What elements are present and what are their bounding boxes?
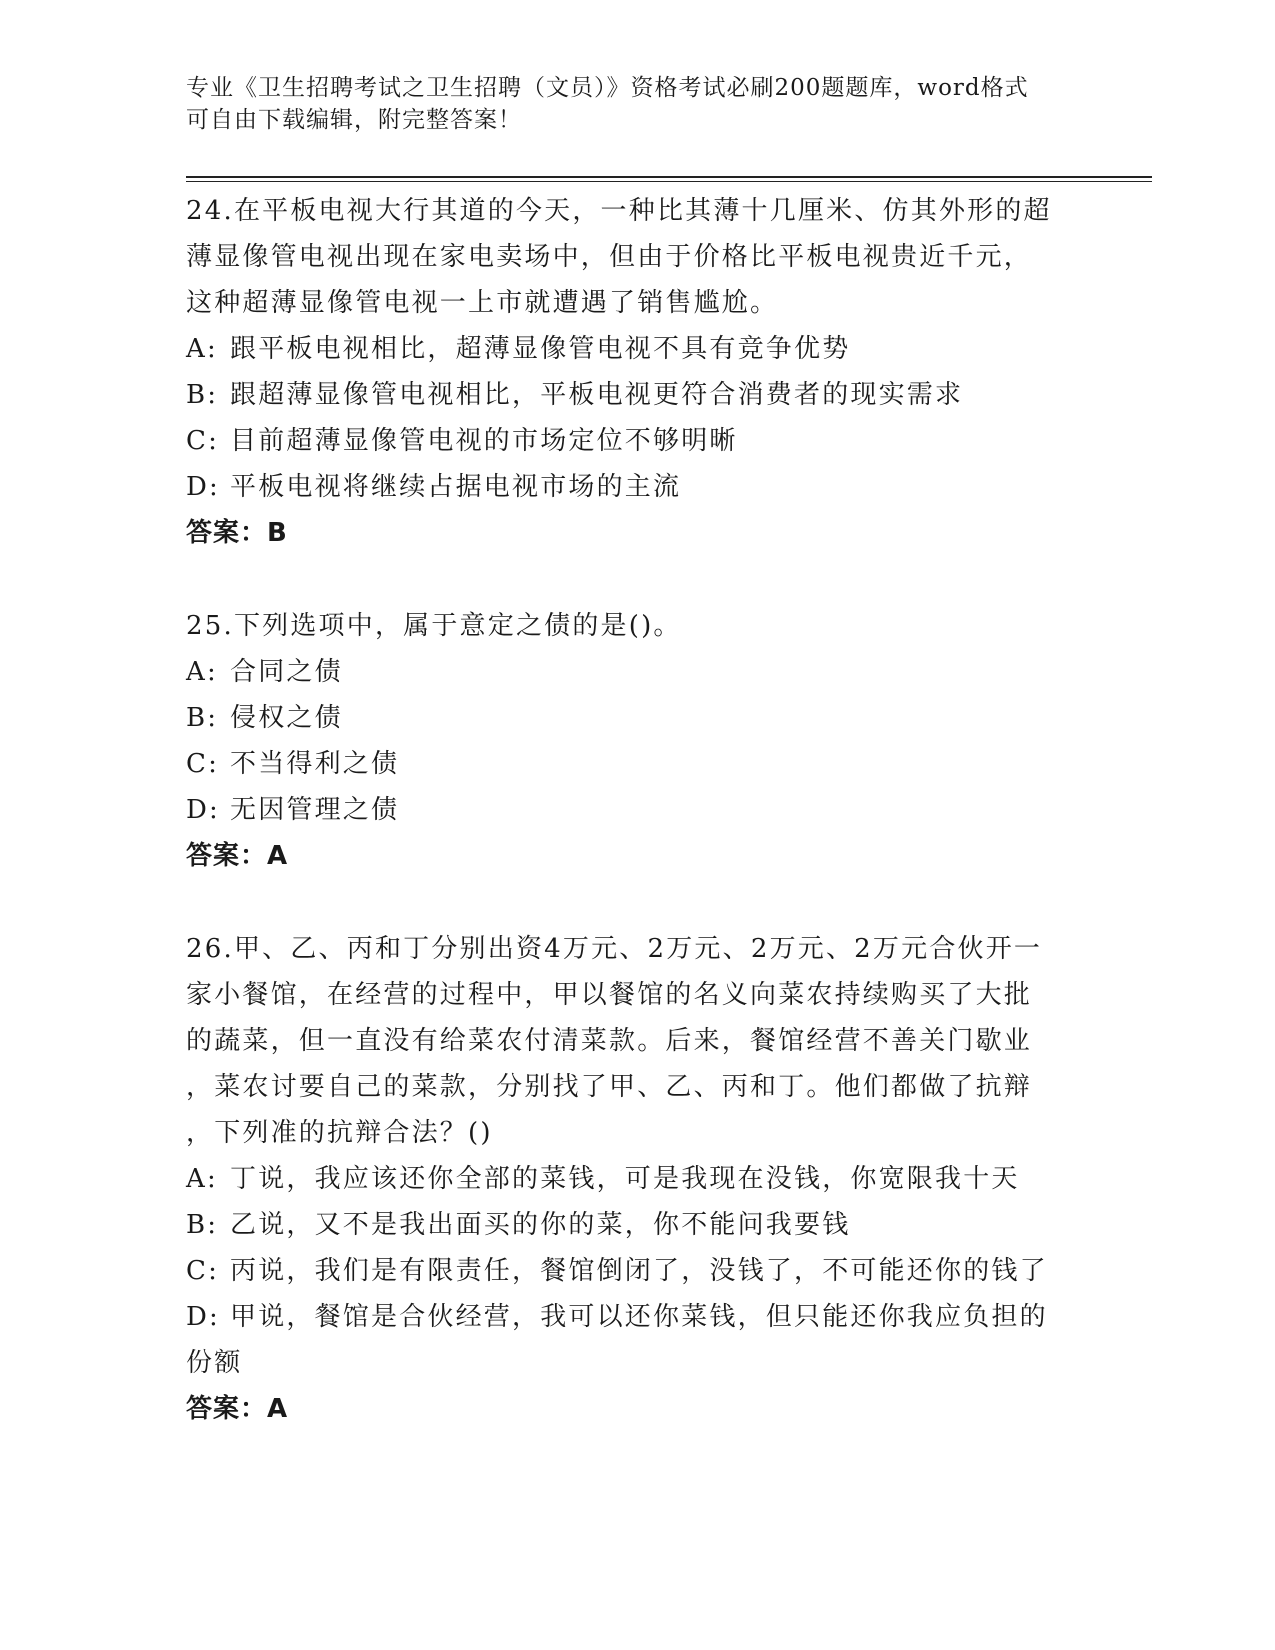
- option-b: [186, 372, 1086, 418]
- option-text: 甲说，餐馆是合伙经营，我可以还你菜钱，但只能还你我应负担的: [230, 1302, 1048, 1332]
- option-c: [186, 418, 1086, 464]
- option-letter: A:: [186, 657, 218, 687]
- option-text: 跟超薄显像管电视相比，平板电视更符合消费者的现实需求: [230, 380, 964, 410]
- stem-line: 26.甲、乙、丙和丁分别出资4万元、2万元、2万元、2万元合伙开一: [186, 934, 1043, 964]
- header-line-1: 专业《卫生招聘考试之卫生招聘（文员）》资格考试必刷200题题库，word格式: [186, 75, 1029, 101]
- option-text: 份额: [186, 1348, 243, 1378]
- option-letter: B:: [186, 1210, 219, 1240]
- stem-line: 这种超薄显像管电视一上市就遭遇了销售尴尬。: [186, 288, 779, 318]
- option-text: 侵权之债: [230, 703, 343, 733]
- option-letter: C:: [186, 749, 220, 779]
- option-letter: B:: [186, 703, 219, 733]
- question-24: [186, 188, 1086, 556]
- option-letter: A:: [186, 1164, 218, 1194]
- option-text: 合同之债: [230, 657, 343, 687]
- option-d: [186, 464, 1086, 510]
- option-letter: D:: [186, 1302, 221, 1332]
- option-letter: C:: [186, 426, 220, 456]
- stem-line: 的蔬菜，但一直没有给菜农付清菜款。后来，餐馆经营不善关门歇业: [186, 1026, 1033, 1056]
- option-d-continuation: [186, 1340, 1086, 1386]
- option-letter: D:: [186, 795, 221, 825]
- option-letter: A:: [186, 334, 218, 364]
- option-text: 不当得利之债: [230, 749, 400, 779]
- option-text: 乙说，又不是我出面买的你的菜，你不能问我要钱: [230, 1210, 851, 1240]
- option-text: 丙说，我们是有限责任，餐馆倒闭了，没钱了，不可能还你的钱了: [230, 1256, 1048, 1286]
- spacer: [186, 879, 1086, 926]
- option-text: 无因管理之债: [230, 795, 400, 825]
- option-c: [186, 741, 1086, 787]
- document-header: [186, 72, 1086, 136]
- stem-line: ，下列准的抗辩合法？(): [186, 1118, 493, 1148]
- option-letter: D:: [186, 472, 221, 502]
- option-letter: C:: [186, 1256, 220, 1286]
- question-stem: [186, 926, 1086, 1156]
- option-a: [186, 1156, 1086, 1202]
- option-a: [186, 326, 1086, 372]
- question-stem: [186, 188, 1086, 326]
- option-d: [186, 1294, 1086, 1340]
- question-26: [186, 926, 1086, 1432]
- question-25: [186, 603, 1086, 879]
- header-divider: [186, 176, 1152, 182]
- question-list: [186, 188, 1086, 1432]
- option-text: 丁说，我应该还你全部的菜钱，可是我现在没钱，你宽限我十天: [230, 1164, 1020, 1194]
- option-a: [186, 649, 1086, 695]
- question-stem: [186, 603, 1086, 649]
- stem-line: 24.在平板电视大行其道的今天，一种比其薄十几厘米、仿其外形的超: [186, 196, 1052, 226]
- stem-line: 25.下列选项中，属于意定之债的是()。: [186, 611, 682, 641]
- answer-label: 答案：B: [186, 518, 288, 548]
- option-b: [186, 695, 1086, 741]
- spacer: [186, 556, 1086, 603]
- option-letter: B:: [186, 380, 219, 410]
- header-line-2: 可自由下载编辑，附完整答案！: [186, 107, 522, 133]
- option-d: [186, 787, 1086, 833]
- option-text: 目前超薄显像管电视的市场定位不够明晰: [230, 426, 738, 456]
- answer-label: 答案：A: [186, 1394, 289, 1424]
- answer-label: 答案：A: [186, 841, 289, 871]
- option-c: [186, 1248, 1086, 1294]
- option-b: [186, 1202, 1086, 1248]
- stem-line: ，菜农讨要自己的菜款，分别找了甲、乙、丙和丁。他们都做了抗辩: [186, 1072, 1033, 1102]
- option-text: 跟平板电视相比，超薄显像管电视不具有竞争优势: [230, 334, 851, 364]
- stem-line: 家小餐馆，在经营的过程中，甲以餐馆的名义向菜农持续购买了大批: [186, 980, 1033, 1010]
- stem-line: 薄显像管电视出现在家电卖场中，但由于价格比平板电视贵近千元，: [186, 242, 1033, 272]
- option-text: 平板电视将继续占据电视市场的主流: [230, 472, 682, 502]
